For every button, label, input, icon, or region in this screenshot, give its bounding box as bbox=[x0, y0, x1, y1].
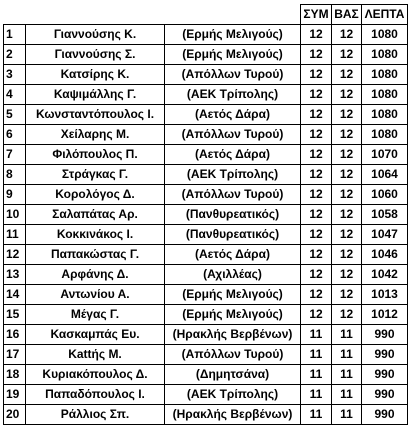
cell-games: 12 bbox=[301, 185, 332, 205]
cell-starts: 12 bbox=[332, 225, 362, 245]
cell-starts: 12 bbox=[332, 105, 362, 125]
cell-rank: 4 bbox=[4, 85, 26, 105]
header-minutes: ΛΕΠΤΑ bbox=[362, 5, 408, 25]
cell-starts: 11 bbox=[332, 345, 362, 365]
cell-club: (Ερμής Μελιγούς) bbox=[165, 25, 301, 45]
cell-games: 11 bbox=[301, 345, 332, 365]
cell-player-name: Αρφάνης Δ. bbox=[26, 265, 165, 285]
cell-games: 12 bbox=[301, 225, 332, 245]
header-games: ΣΥΜ bbox=[301, 5, 332, 25]
cell-rank: 16 bbox=[4, 325, 26, 345]
cell-rank: 12 bbox=[4, 245, 26, 265]
table-row bbox=[4, 385, 408, 405]
cell-player-name: Σαλαπάτας Αρ. bbox=[26, 205, 165, 225]
cell-minutes: 990 bbox=[362, 365, 408, 385]
table-body bbox=[4, 25, 408, 425]
cell-games: 12 bbox=[301, 85, 332, 105]
cell-rank: 18 bbox=[4, 365, 26, 385]
cell-minutes: 1080 bbox=[362, 85, 408, 105]
cell-player-name: Αντωνίου Α. bbox=[26, 285, 165, 305]
cell-starts: 12 bbox=[332, 205, 362, 225]
cell-player-name: Παπακώστας Γ. bbox=[26, 245, 165, 265]
cell-games: 12 bbox=[301, 105, 332, 125]
cell-starts: 11 bbox=[332, 405, 362, 425]
cell-club: (Αχιλλέας) bbox=[165, 265, 301, 285]
table-row bbox=[4, 285, 408, 305]
cell-games: 11 bbox=[301, 405, 332, 425]
cell-club: (Πανθυρεατικός) bbox=[165, 225, 301, 245]
cell-player-name: Στράγκας Γ. bbox=[26, 165, 165, 185]
cell-club: (Ερμής Μελιγούς) bbox=[165, 45, 301, 65]
table-row bbox=[4, 205, 408, 225]
cell-games: 12 bbox=[301, 25, 332, 45]
cell-minutes: 990 bbox=[362, 405, 408, 425]
table-row bbox=[4, 85, 408, 105]
cell-games: 11 bbox=[301, 365, 332, 385]
cell-minutes: 1070 bbox=[362, 145, 408, 165]
header-starts: ΒΑΣ bbox=[332, 5, 362, 25]
cell-player-name: Καψιμάλλης Γ. bbox=[26, 85, 165, 105]
table-row bbox=[4, 145, 408, 165]
cell-games: 11 bbox=[301, 385, 332, 405]
cell-club: (Ηρακλής Βερβένων) bbox=[165, 325, 301, 345]
table-row bbox=[4, 125, 408, 145]
table-row bbox=[4, 245, 408, 265]
cell-games: 12 bbox=[301, 65, 332, 85]
cell-starts: 12 bbox=[332, 145, 362, 165]
cell-minutes: 1060 bbox=[362, 185, 408, 205]
cell-games: 12 bbox=[301, 245, 332, 265]
table-row bbox=[4, 305, 408, 325]
cell-games: 11 bbox=[301, 325, 332, 345]
cell-club: (ΑΕΚ Τρίπολης) bbox=[165, 385, 301, 405]
cell-starts: 12 bbox=[332, 65, 362, 85]
cell-games: 12 bbox=[301, 305, 332, 325]
cell-minutes: 1080 bbox=[362, 105, 408, 125]
cell-player-name: Κορολόγος Δ. bbox=[26, 185, 165, 205]
cell-starts: 12 bbox=[332, 265, 362, 285]
cell-starts: 12 bbox=[332, 285, 362, 305]
cell-games: 12 bbox=[301, 45, 332, 65]
cell-minutes: 1080 bbox=[362, 125, 408, 145]
table-row bbox=[4, 45, 408, 65]
cell-minutes: 1013 bbox=[362, 285, 408, 305]
cell-club: (Αετός Δάρα) bbox=[165, 245, 301, 265]
table-row bbox=[4, 65, 408, 85]
cell-club: (Αετός Δάρα) bbox=[165, 145, 301, 165]
cell-minutes: 1047 bbox=[362, 225, 408, 245]
cell-club: (Απόλλων Τυρού) bbox=[165, 65, 301, 85]
cell-starts: 12 bbox=[332, 185, 362, 205]
cell-rank: 7 bbox=[4, 145, 26, 165]
cell-starts: 12 bbox=[332, 25, 362, 45]
cell-rank: 3 bbox=[4, 65, 26, 85]
header-club bbox=[165, 5, 301, 25]
header-name bbox=[26, 5, 165, 25]
cell-rank: 11 bbox=[4, 225, 26, 245]
cell-starts: 12 bbox=[332, 305, 362, 325]
player-minutes-table bbox=[3, 4, 408, 425]
cell-player-name: Ράλλιος Σπ. bbox=[26, 405, 165, 425]
cell-minutes: 1080 bbox=[362, 45, 408, 65]
cell-games: 12 bbox=[301, 125, 332, 145]
cell-starts: 11 bbox=[332, 385, 362, 405]
cell-minutes: 1012 bbox=[362, 305, 408, 325]
cell-minutes: 1080 bbox=[362, 25, 408, 45]
cell-starts: 12 bbox=[332, 245, 362, 265]
cell-rank: 13 bbox=[4, 265, 26, 285]
cell-minutes: 990 bbox=[362, 345, 408, 365]
cell-club: (Απόλλων Τυρού) bbox=[165, 185, 301, 205]
cell-rank: 10 bbox=[4, 205, 26, 225]
cell-games: 12 bbox=[301, 205, 332, 225]
cell-rank: 17 bbox=[4, 345, 26, 365]
cell-club: (Δημητσάνα) bbox=[165, 365, 301, 385]
cell-player-name: Χείλαρης Μ. bbox=[26, 125, 165, 145]
cell-rank: 1 bbox=[4, 25, 26, 45]
cell-player-name: Μέγας Γ. bbox=[26, 305, 165, 325]
table-row bbox=[4, 105, 408, 125]
cell-starts: 11 bbox=[332, 365, 362, 385]
cell-minutes: 990 bbox=[362, 325, 408, 345]
cell-player-name: Παπαδόπουλος Ι. bbox=[26, 385, 165, 405]
cell-club: (Απόλλων Τυρού) bbox=[165, 345, 301, 365]
header-row bbox=[4, 5, 408, 25]
cell-club: (Απόλλων Τυρού) bbox=[165, 125, 301, 145]
cell-rank: 8 bbox=[4, 165, 26, 185]
table-row bbox=[4, 345, 408, 365]
cell-club: (ΑΕΚ Τρίπολης) bbox=[165, 85, 301, 105]
cell-club: (Αετός Δάρα) bbox=[165, 105, 301, 125]
cell-starts: 12 bbox=[332, 85, 362, 105]
cell-rank: 15 bbox=[4, 305, 26, 325]
cell-minutes: 1058 bbox=[362, 205, 408, 225]
cell-player-name: Κατσίρης Κ. bbox=[26, 65, 165, 85]
cell-games: 12 bbox=[301, 265, 332, 285]
table-row bbox=[4, 225, 408, 245]
cell-player-name: Κυριακόπουλος Δ. bbox=[26, 365, 165, 385]
cell-player-name: Κασκαμπάς Ευ. bbox=[26, 325, 165, 345]
cell-player-name: Κοκκινάκος Ι. bbox=[26, 225, 165, 245]
cell-starts: 12 bbox=[332, 165, 362, 185]
cell-rank: 20 bbox=[4, 405, 26, 425]
cell-minutes: 990 bbox=[362, 385, 408, 405]
cell-club: (Ερμής Μελιγούς) bbox=[165, 305, 301, 325]
cell-minutes: 1046 bbox=[362, 245, 408, 265]
cell-games: 12 bbox=[301, 285, 332, 305]
cell-rank: 5 bbox=[4, 105, 26, 125]
cell-club: (Πανθυρεατικός) bbox=[165, 205, 301, 225]
cell-club: (Ηρακλής Βερβένων) bbox=[165, 405, 301, 425]
table-row bbox=[4, 165, 408, 185]
cell-rank: 2 bbox=[4, 45, 26, 65]
cell-minutes: 1042 bbox=[362, 265, 408, 285]
cell-minutes: 1080 bbox=[362, 65, 408, 85]
cell-rank: 9 bbox=[4, 185, 26, 205]
cell-minutes: 1064 bbox=[362, 165, 408, 185]
cell-starts: 12 bbox=[332, 125, 362, 145]
table-row bbox=[4, 325, 408, 345]
cell-rank: 19 bbox=[4, 385, 26, 405]
cell-player-name: Γιαννούσης Κ. bbox=[26, 25, 165, 45]
cell-rank: 6 bbox=[4, 125, 26, 145]
cell-player-name: Φιλόπουλος Π. bbox=[26, 145, 165, 165]
cell-rank: 14 bbox=[4, 285, 26, 305]
cell-player-name: Κattής Μ. bbox=[26, 345, 165, 365]
cell-player-name: Κωνσταντόπουλος Ι. bbox=[26, 105, 165, 125]
cell-games: 12 bbox=[301, 145, 332, 165]
cell-club: (Ερμής Μελιγούς) bbox=[165, 285, 301, 305]
table-row bbox=[4, 25, 408, 45]
table-row bbox=[4, 265, 408, 285]
table-row bbox=[4, 365, 408, 385]
table-row bbox=[4, 185, 408, 205]
cell-starts: 11 bbox=[332, 325, 362, 345]
cell-starts: 12 bbox=[332, 45, 362, 65]
table-row bbox=[4, 405, 408, 425]
cell-player-name: Γιαννούσης Σ. bbox=[26, 45, 165, 65]
cell-games: 12 bbox=[301, 165, 332, 185]
cell-club: (ΑΕΚ Τρίπολης) bbox=[165, 165, 301, 185]
header-rank bbox=[4, 5, 26, 25]
